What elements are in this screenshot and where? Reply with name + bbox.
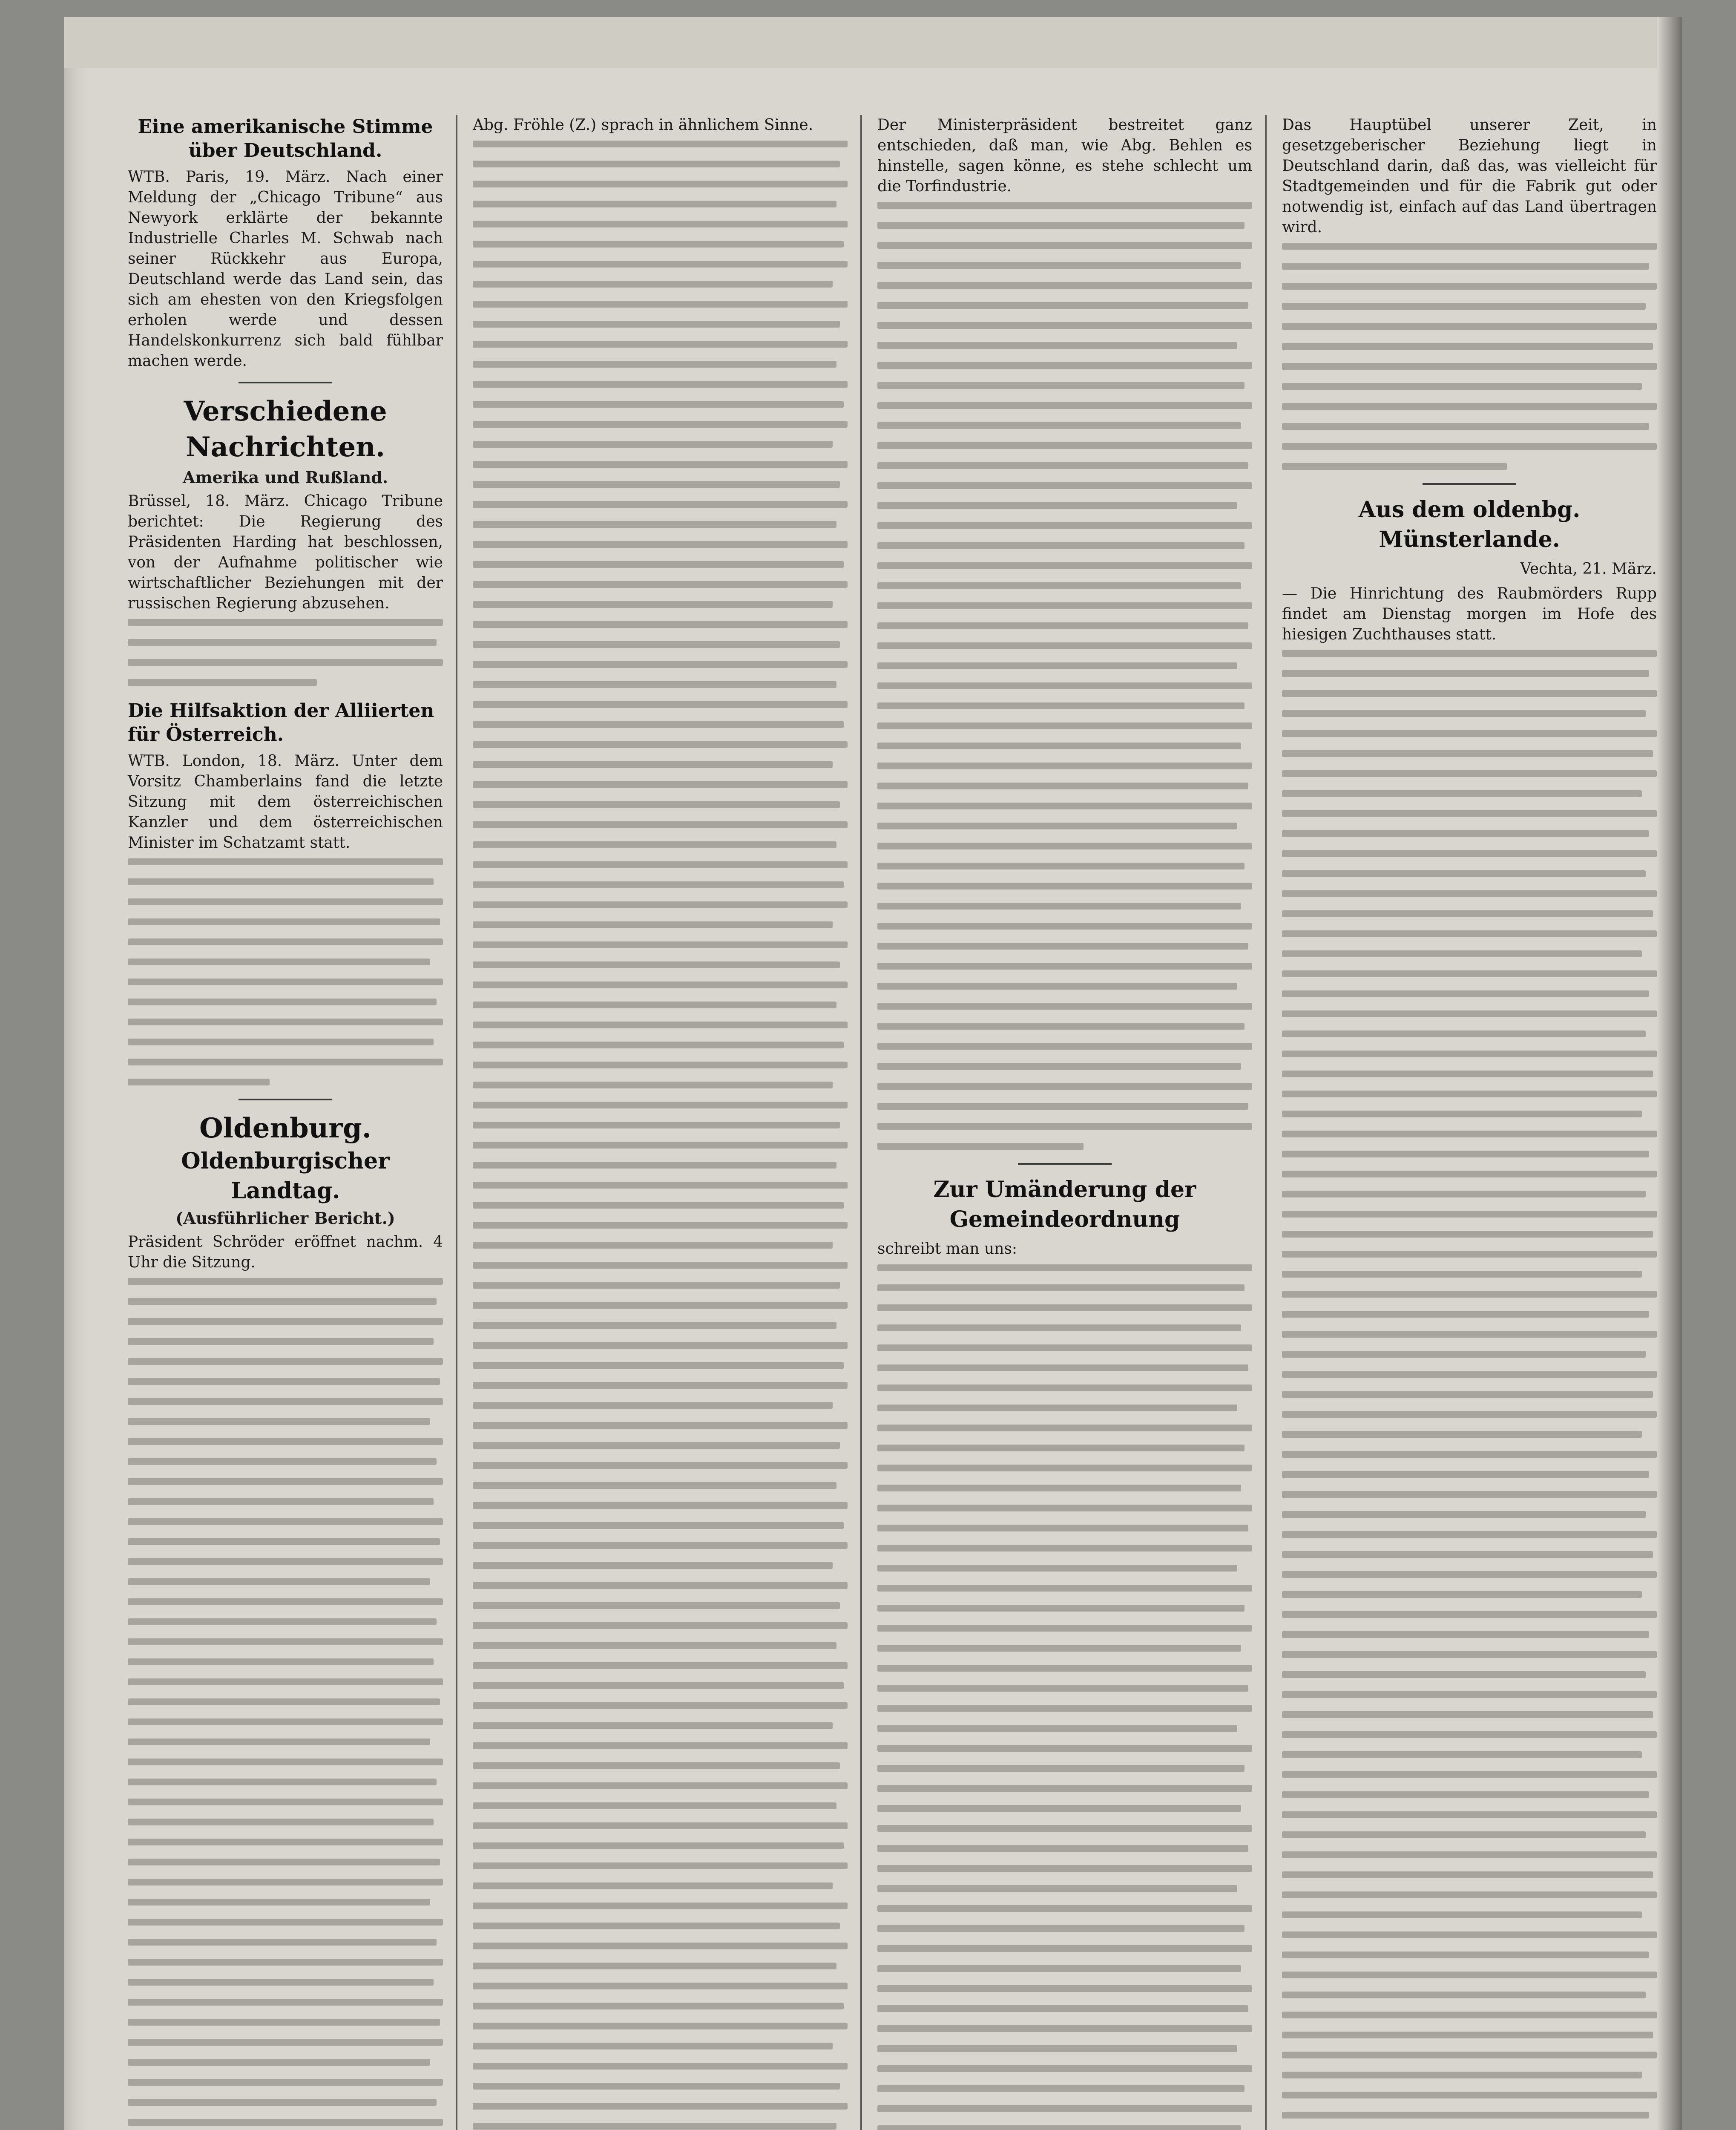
article-body bbox=[1282, 243, 1657, 470]
column-4 bbox=[1282, 115, 1657, 2130]
column-3 bbox=[877, 115, 1252, 2130]
headline: Die Hilfsaktion der Alliierten für Österreich. bbox=[128, 700, 434, 746]
article-body bbox=[128, 858, 443, 1085]
headline: Aus dem oldenbg. Münsterlande. bbox=[1358, 497, 1581, 553]
page-edge bbox=[1657, 17, 1682, 2130]
column-rule bbox=[456, 115, 457, 2130]
subheadline: Oldenburgischer Landtag. bbox=[181, 1148, 390, 1204]
column-rule bbox=[1265, 115, 1267, 2130]
newspaper-page bbox=[64, 17, 1682, 2130]
separator bbox=[239, 1099, 332, 1100]
article-lead: schreibt man uns: bbox=[877, 1240, 1017, 1258]
article-lead: WTB. Paris, 19. März. Nach einer Meldung der „Chicago Tribune“ aus Newyork erklärte der bekannte Industrielle Charles M. Schwab nach seiner Rückkehr aus Europa, Deutschland werde das Land sein, das sich am ehesten von den Kriegsfolgen erholen werde und dessen Handelskonkurrenz sich bald fühlbar machen werde. bbox=[128, 168, 443, 370]
article-body bbox=[473, 141, 848, 2130]
separator bbox=[1423, 483, 1516, 485]
separator bbox=[1018, 1163, 1112, 1165]
article-body bbox=[128, 1278, 443, 2130]
note: (Ausführlicher Bericht.) bbox=[175, 1209, 395, 1228]
article-lead: WTB. London, 18. März. Unter dem Vorsitz Chamberlains fand die letzte Sitzung mit dem österreichischen Kanzler und dem österreichischen Minister im Schatzamt statt. bbox=[128, 752, 443, 852]
article-body bbox=[877, 202, 1252, 1150]
dateline: Vechta, 21. März. bbox=[1520, 560, 1657, 578]
article-lead: Brüssel, 18. März. Chicago Tribune berichtet: Die Regierung des Präsidenten Harding hat beschlossen, von der Aufnahme politischer wie wirtschaftlicher Beziehungen mit der russischen Regierung abzusehen. bbox=[128, 492, 443, 612]
article-lead: Abg. Fröhle (Z.) sprach in ähnlichem Sinne. bbox=[473, 116, 813, 134]
column-2 bbox=[473, 115, 848, 2130]
subheadline: Amerika und Rußland. bbox=[182, 468, 388, 487]
top-margin bbox=[64, 17, 1682, 68]
separator bbox=[239, 382, 332, 383]
column-rule bbox=[860, 115, 862, 2130]
article-lead: — Die Hinrichtung des Raubmörders Rupp findet am Dienstag morgen im Hofe des hiesigen Zuchthauses statt. bbox=[1282, 585, 1657, 643]
article-body bbox=[128, 619, 443, 686]
column-1 bbox=[128, 115, 443, 2130]
article-lead: Präsident Schröder eröffnet nachm. 4 Uhr die Sitzung. bbox=[128, 1233, 443, 1271]
headline: Zur Umänderung der Gemeindeordnung bbox=[933, 1177, 1196, 1232]
article-body bbox=[877, 1264, 1252, 2130]
article-lead: Der Ministerpräsident bestreitet ganz entschieden, daß man, wie Abg. Behlen es hinstelle, sagen könne, es stehe schlecht um die Torfindustrie. bbox=[877, 116, 1252, 195]
article-body bbox=[1282, 650, 1657, 2130]
headline: Eine amerikanische Stimme über Deutschland. bbox=[138, 116, 433, 161]
headline: Verschiedene Nachrichten. bbox=[184, 395, 387, 463]
article-lead: Das Hauptübel unserer Zeit, in gesetzgeberischer Beziehung liegt in Deutschland darin, daß das, was vielleicht für Stadtgemeinden und für die Fabrik gut oder notwendig ist, einfach auf das Land übertragen wird. bbox=[1282, 116, 1657, 236]
headline: Oldenburg. bbox=[199, 1112, 372, 1144]
